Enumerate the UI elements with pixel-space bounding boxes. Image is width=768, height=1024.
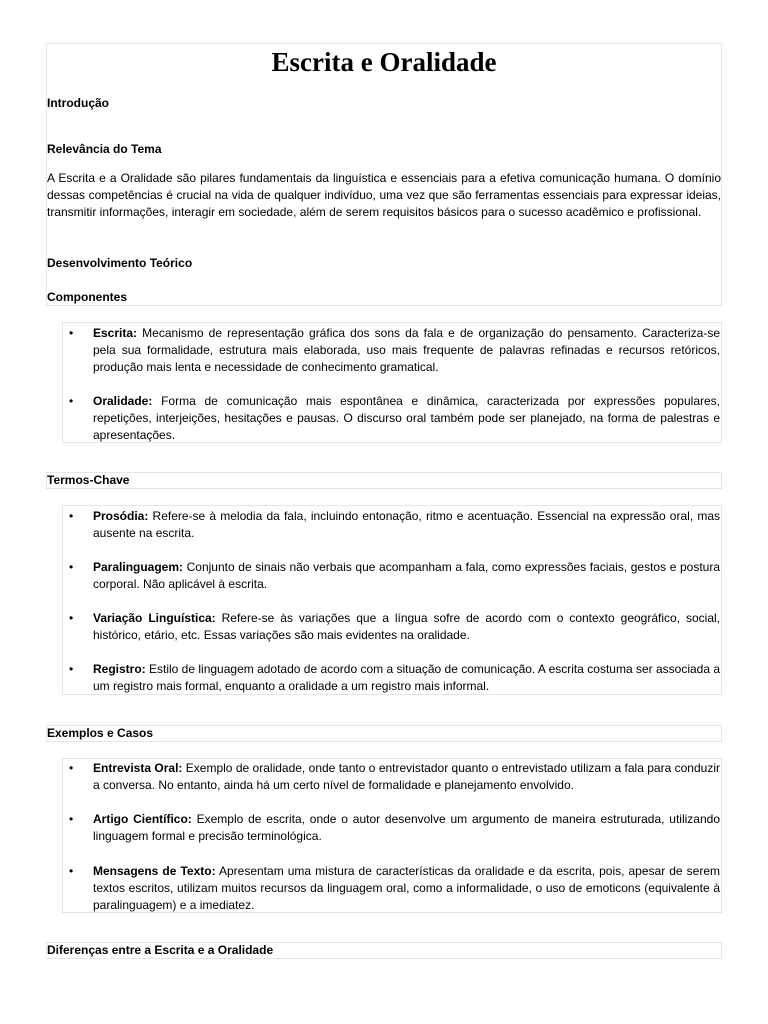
term-label: Artigo Científico: bbox=[93, 812, 192, 826]
key-terms-heading-box bbox=[46, 472, 722, 489]
bullet-icon: • bbox=[69, 761, 74, 775]
list-item-variacao-linguistica bbox=[93, 610, 720, 644]
bullet-icon: • bbox=[69, 611, 74, 625]
bullet-icon: • bbox=[69, 812, 74, 826]
list-item-mensagens-de-texto bbox=[93, 863, 720, 914]
term-description: Estilo de linguagem adotado de acordo com a situação de comunicação. A escrita costuma ser associada a um registro mais formal, enquanto a oralidade a um registro mais informal. bbox=[93, 662, 721, 693]
term-label: Variação Linguística: bbox=[93, 611, 216, 625]
heading-differences: Diferenças entre a Escrita e a Oralidade bbox=[47, 943, 274, 957]
term-label: Mensagens de Texto: bbox=[93, 864, 216, 878]
list-item-entrevista-oral bbox=[93, 760, 720, 794]
list-item-escrita bbox=[93, 325, 720, 376]
relevance-paragraph: A Escrita e a Oralidade são pilares fundamentais da linguística e essenciais para a efetiva comunicação humana. O domínio dessas competências é crucial na vida de qualquer indivíduo, uma vez que são ferramentas essenciais para expressar ideias, transmitir informações, interagir em sociedade, além de serem requisitos básicos para o sucesso acadêmico e profissional. bbox=[47, 171, 721, 219]
heading-intro: Introdução bbox=[47, 96, 109, 110]
heading-key-terms: Termos-Chave bbox=[47, 473, 130, 487]
bullet-icon: • bbox=[69, 394, 74, 408]
term-description: Mecanismo de representação gráfica dos sons da fala e de organização do pensamento. Caracteriza-se pela sua formalidade, estrutura mais elaborada, uso mais frequente de palavras refinadas e recursos retóricos, produção mais lenta e necessidade de conhecimento gramatical. bbox=[93, 326, 720, 374]
heading-components: Componentes bbox=[47, 290, 128, 304]
term-label: Oralidade: bbox=[93, 394, 153, 408]
term-description: Exemplo de oralidade, onde tanto o entrevistador quanto o entrevistado utilizam a fala para conduzir a conversa. No entanto, ainda há um certo nível de formalidade e planejamento envolvido. bbox=[93, 761, 720, 792]
bullet-icon: • bbox=[69, 326, 74, 340]
term-label: Prosódia: bbox=[93, 509, 149, 523]
term-label: Escrita: bbox=[93, 326, 138, 340]
heading-development: Desenvolvimento Teórico bbox=[47, 256, 193, 270]
term-description: Refere-se às variações que a língua sofre de acordo com o contexto geográfico, social, histórico, etário, etc. Essas variações são mais evidentes na oralidade. bbox=[93, 611, 720, 642]
term-description: Exemplo de escrita, onde o autor desenvolve um argumento de maneira estruturada, utilizando linguagem formal e precisão terminológica. bbox=[93, 812, 720, 843]
bullet-icon: • bbox=[69, 509, 74, 523]
list-item-artigo-cientifico bbox=[93, 811, 720, 845]
bullet-icon: • bbox=[69, 864, 74, 878]
term-description: Refere-se à melodia da fala, incluindo entonação, ritmo e acentuação. Essencial na expressão oral, mas ausente na escrita. bbox=[93, 509, 720, 540]
list-item-prosodia bbox=[93, 508, 720, 542]
term-description: Forma de comunicação mais espontânea e dinâmica, caracterizada por expressões populares, repetições, interjeições, hesitações e pausas. O discurso oral também pode ser planejado, na forma de palestras e apresentações. bbox=[93, 394, 720, 442]
bullet-icon: • bbox=[69, 560, 74, 574]
term-description: Conjunto de sinais não verbais que acompanham a fala, como expressões faciais, gestos e postura corporal. Não aplicável à escrita. bbox=[93, 560, 720, 591]
term-label: Paralinguagem: bbox=[93, 560, 184, 574]
list-item-oralidade bbox=[93, 393, 720, 444]
bullet-icon: • bbox=[69, 662, 74, 676]
term-label: Entrevista Oral: bbox=[93, 761, 183, 775]
term-label: Registro: bbox=[93, 662, 146, 676]
list-item-registro bbox=[93, 661, 720, 695]
document-title: Escrita e Oralidade bbox=[271, 47, 497, 77]
heading-relevance: Relevância do Tema bbox=[47, 142, 162, 156]
heading-examples: Exemplos e Casos bbox=[47, 726, 154, 740]
list-item-paralinguagem bbox=[93, 559, 720, 593]
term-description: Apresentam uma mistura de características da oralidade e da escrita, pois, apesar de serem textos escritos, utilizam muitos recursos da linguagem oral, como a informalidade, o uso de emoticons (equivalente à paralinguagem) e a imediatez. bbox=[93, 864, 720, 912]
